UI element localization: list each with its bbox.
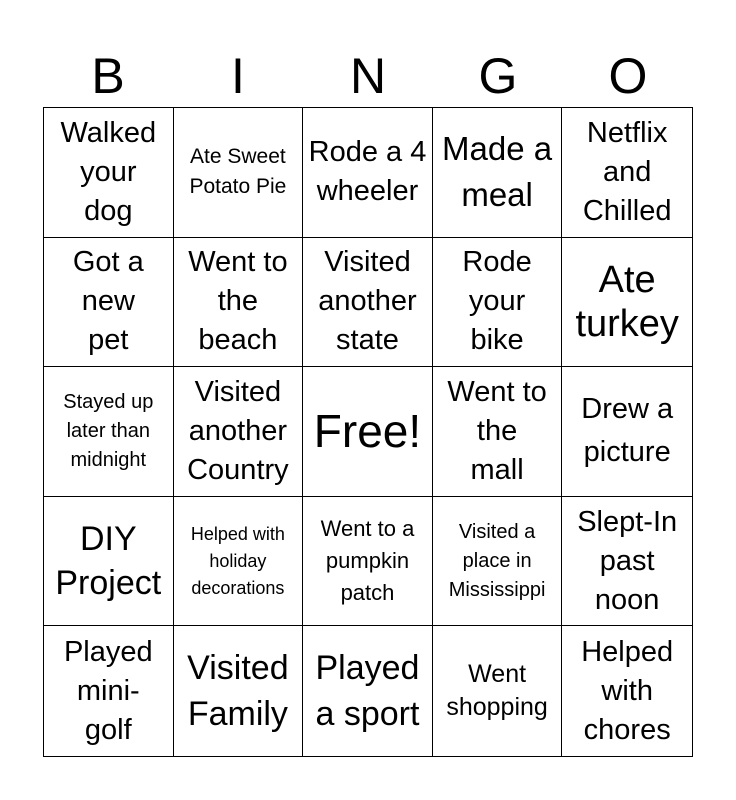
bingo-cell[interactable]: [303, 497, 433, 627]
header-letter-i: I: [231, 48, 245, 104]
bingo-cell-label: Netflix and Chilled: [582, 116, 672, 227]
header-letter-o: O: [608, 48, 648, 104]
bingo-cell-label: Played a sport: [315, 649, 420, 734]
bingo-cell-label: Rode a 4 wheeler: [308, 136, 427, 208]
bingo-cell-label: Rode your bike: [462, 246, 532, 357]
bingo-cell[interactable]: [433, 238, 563, 368]
free-space-label: Free!: [313, 405, 422, 458]
bingo-cell[interactable]: [44, 497, 174, 627]
bingo-cell-label: Visited another Country: [187, 375, 289, 486]
bingo-cell[interactable]: [433, 497, 563, 627]
bingo-cell[interactable]: [174, 108, 304, 238]
bingo-cell-label: Ate turkey: [575, 258, 679, 345]
bingo-cell[interactable]: [433, 367, 563, 497]
bingo-cell[interactable]: [562, 238, 692, 368]
bingo-cell[interactable]: [44, 367, 174, 497]
bingo-cell[interactable]: [562, 497, 692, 627]
bingo-cell[interactable]: [174, 238, 304, 368]
free-space[interactable]: [303, 367, 433, 497]
bingo-cell-label: Drew a picture: [581, 393, 674, 469]
bingo-cell[interactable]: [44, 238, 174, 368]
header-letter-g: G: [478, 48, 518, 104]
bingo-cell[interactable]: [433, 626, 563, 756]
bingo-cell[interactable]: [303, 238, 433, 368]
bingo-cell-label: Made a meal: [442, 130, 553, 214]
bingo-cell[interactable]: [562, 626, 692, 756]
bingo-cell[interactable]: [562, 367, 692, 497]
bingo-cell[interactable]: [303, 626, 433, 756]
bingo-cell-label: Went to the beach: [188, 246, 288, 357]
header-letter-b: B: [91, 48, 125, 104]
bingo-cell-label: Helped with chores: [581, 635, 674, 746]
bingo-cell[interactable]: [44, 626, 174, 756]
bingo-cell[interactable]: [44, 108, 174, 238]
header-letter-n: N: [349, 48, 387, 104]
bingo-cell-label: Visited Family: [187, 649, 289, 734]
bingo-cell-label: DIY Project: [55, 520, 162, 603]
bingo-cell-label: Went shopping: [446, 660, 548, 722]
bingo-header: [43, 46, 693, 106]
bingo-cell-label: Walked your dog: [60, 116, 157, 227]
bingo-cell[interactable]: [433, 108, 563, 238]
bingo-cell-label: Went to the mall: [447, 375, 547, 486]
bingo-cell-label: Helped with holiday decorations: [190, 523, 285, 598]
bingo-cell-label: Got a new pet: [72, 246, 144, 357]
bingo-cell-label: Stayed up later than midnight: [63, 390, 154, 471]
bingo-cell-label: Ate Sweet Potato Pie: [189, 145, 287, 199]
bingo-cell[interactable]: [174, 626, 304, 756]
bingo-cell-label: Slept-In past noon: [577, 505, 678, 616]
bingo-cell-label: Visited a place in Mississippi: [448, 520, 546, 601]
bingo-cell[interactable]: [174, 497, 304, 627]
bingo-cell-label: Visited another state: [318, 246, 417, 357]
bingo-cell-label: Went to a pumpkin patch: [320, 516, 415, 606]
bingo-cell[interactable]: [562, 108, 692, 238]
bingo-cell-label: Played mini-golf: [63, 635, 153, 746]
bingo-cell[interactable]: [174, 367, 304, 497]
bingo-cell[interactable]: [303, 108, 433, 238]
bingo-board: [43, 107, 693, 757]
